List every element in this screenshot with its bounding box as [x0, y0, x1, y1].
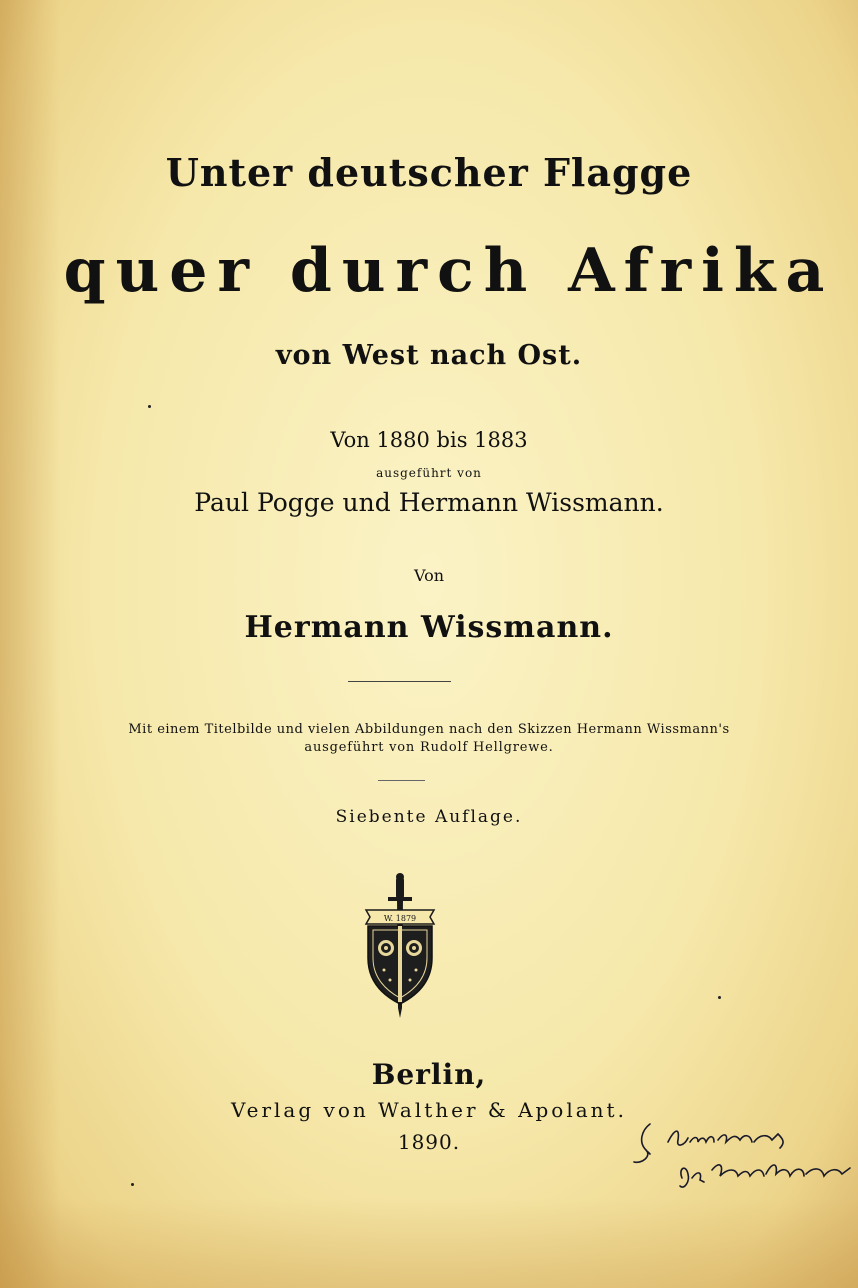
paper-speck — [718, 996, 721, 999]
paper-bottom-shading — [0, 1198, 858, 1288]
paper-speck — [131, 1183, 134, 1186]
title-line-1: Unter deutscher Flagge — [165, 150, 693, 195]
imprint-publisher: Verlag von Walther & Apolant. — [231, 1098, 627, 1122]
illustration-note-line-1: Mit einem Titelbilde und vielen Abbildungen nach den Skizzen Hermann Wissmann's — [128, 722, 730, 737]
by-label: Von — [413, 566, 445, 585]
shield-sword-emblem-icon — [360, 870, 440, 1020]
title-line-3: von West nach Ost. — [275, 340, 583, 371]
paper-speck — [148, 405, 151, 408]
illustration-note-line-2: ausgeführt von Rudolf Hellgrewe. — [304, 740, 554, 755]
emblem-banner-text: W. 1879 — [383, 914, 417, 923]
dates-line: Von 1880 bis 1883 — [330, 428, 528, 452]
author-name: Hermann Wissmann. — [244, 610, 614, 645]
title-line-2: quer durch Afrika — [63, 236, 835, 306]
short-divider-rule — [378, 780, 425, 781]
handwritten-signature-image — [628, 1112, 856, 1202]
executed-by-line: ausgeführt von — [376, 466, 482, 480]
divider-rule — [348, 681, 451, 682]
edition-line: Siebente Auflage. — [335, 807, 523, 827]
imprint-year: 1890. — [397, 1130, 461, 1154]
imprint-city: Berlin, — [371, 1058, 487, 1091]
explorers-line: Paul Pogge und Hermann Wissmann. — [194, 488, 664, 517]
